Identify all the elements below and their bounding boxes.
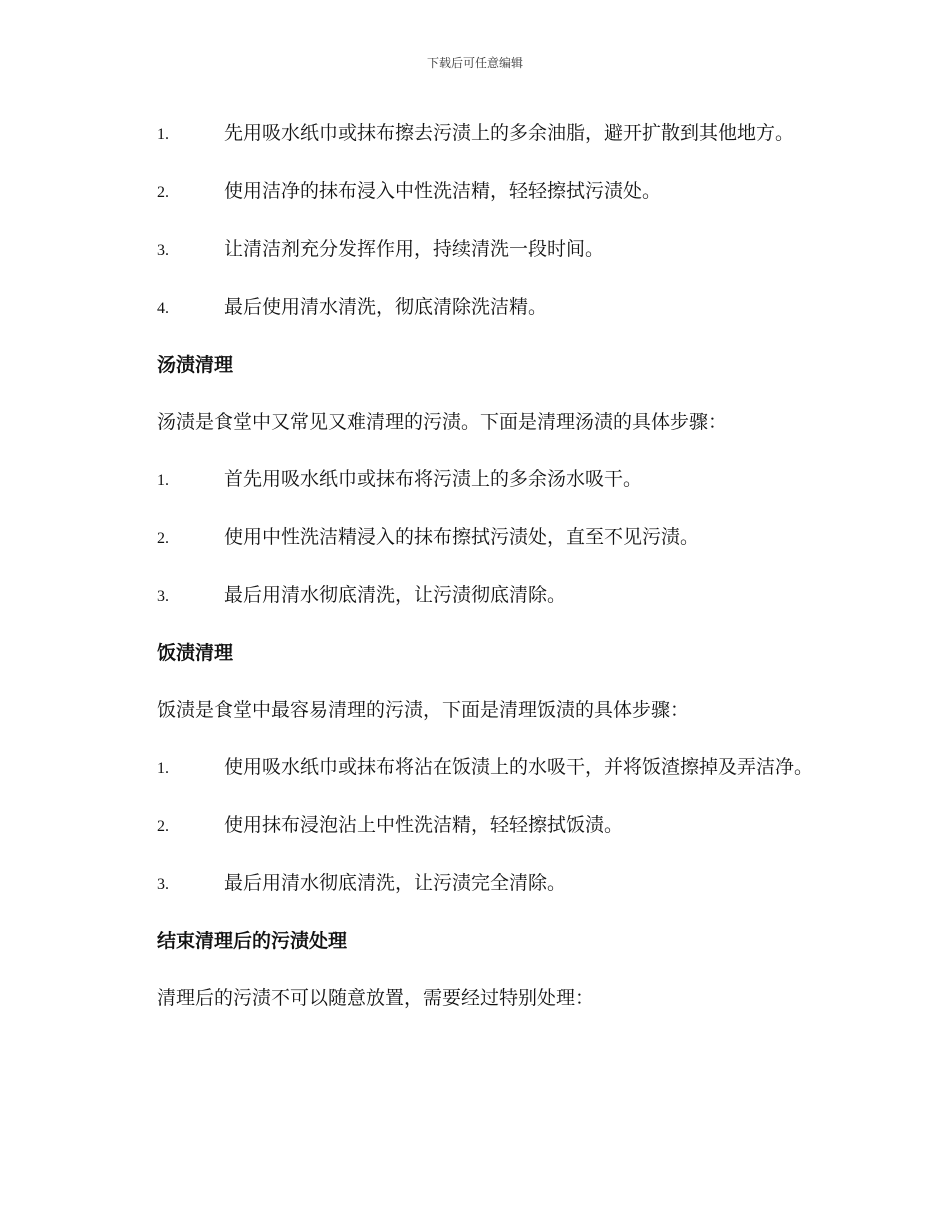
list-item xyxy=(112,457,838,503)
page-header: 下载后可任意编辑 xyxy=(426,56,523,70)
list-text: 让清洁剂充分发挥作用，持续清洗一段时间。 xyxy=(224,238,605,260)
list-number: 2. xyxy=(157,530,169,547)
list-item xyxy=(112,111,838,157)
list-item xyxy=(112,515,838,561)
section-heading-rice: 饭渍清理 xyxy=(157,642,234,664)
section-heading-after: 结束清理后的污渍处理 xyxy=(157,930,348,952)
list-text: 使用洁净的抹布浸入中性洗洁精，轻轻擦拭污渍处。 xyxy=(224,180,662,202)
list-number: 3. xyxy=(157,242,169,259)
list-number: 4. xyxy=(157,300,169,317)
list-text: 使用抹布浸泡沾上中性洗洁精，轻轻擦拭饭渍。 xyxy=(224,814,624,836)
list-item xyxy=(112,227,838,273)
list-item xyxy=(112,169,838,215)
list-text: 使用中性洗洁精浸入的抹布擦拭污渍处，直至不见污渍。 xyxy=(224,526,700,548)
list-text: 首先用吸水纸巾或抹布将污渍上的多余汤水吸干。 xyxy=(224,468,643,490)
section-intro-rice: 饭渍是食堂中最容易清理的污渍，下面是清理饭渍的具体步骤： xyxy=(157,699,690,721)
list-number: 2. xyxy=(157,818,169,835)
list-number: 3. xyxy=(157,876,169,893)
list-item xyxy=(112,803,838,849)
list-text: 最后用清水彻底清洗，让污渍完全清除。 xyxy=(224,872,567,894)
list-item xyxy=(112,573,838,619)
list-number: 3. xyxy=(157,588,169,605)
section-intro-soup: 汤渍是食堂中又常见又难清理的污渍。下面是清理汤渍的具体步骤： xyxy=(157,411,728,433)
list-number: 2. xyxy=(157,184,169,201)
list-item xyxy=(112,745,838,791)
section-intro-after: 清理后的污渍不可以随意放置，需要经过特别处理： xyxy=(157,987,595,1009)
list-item xyxy=(112,861,838,907)
list-number: 1. xyxy=(157,760,169,777)
list-item xyxy=(112,285,838,331)
list-number: 1. xyxy=(157,126,169,143)
section-heading-soup: 汤渍清理 xyxy=(157,354,234,376)
document-body xyxy=(112,111,838,1033)
list-text: 先用吸水纸巾或抹布擦去污渍上的多余油脂，避开扩散到其他地方。 xyxy=(224,122,795,144)
list-text: 最后使用清水清洗，彻底清除洗洁精。 xyxy=(224,296,548,318)
list-text: 使用吸水纸巾或抹布将沾在饭渍上的水吸干，并将饭渣擦掉及弄洁净。 xyxy=(224,756,814,778)
list-text: 最后用清水彻底清洗，让污渍彻底清除。 xyxy=(224,584,567,606)
list-number: 1. xyxy=(157,472,169,489)
